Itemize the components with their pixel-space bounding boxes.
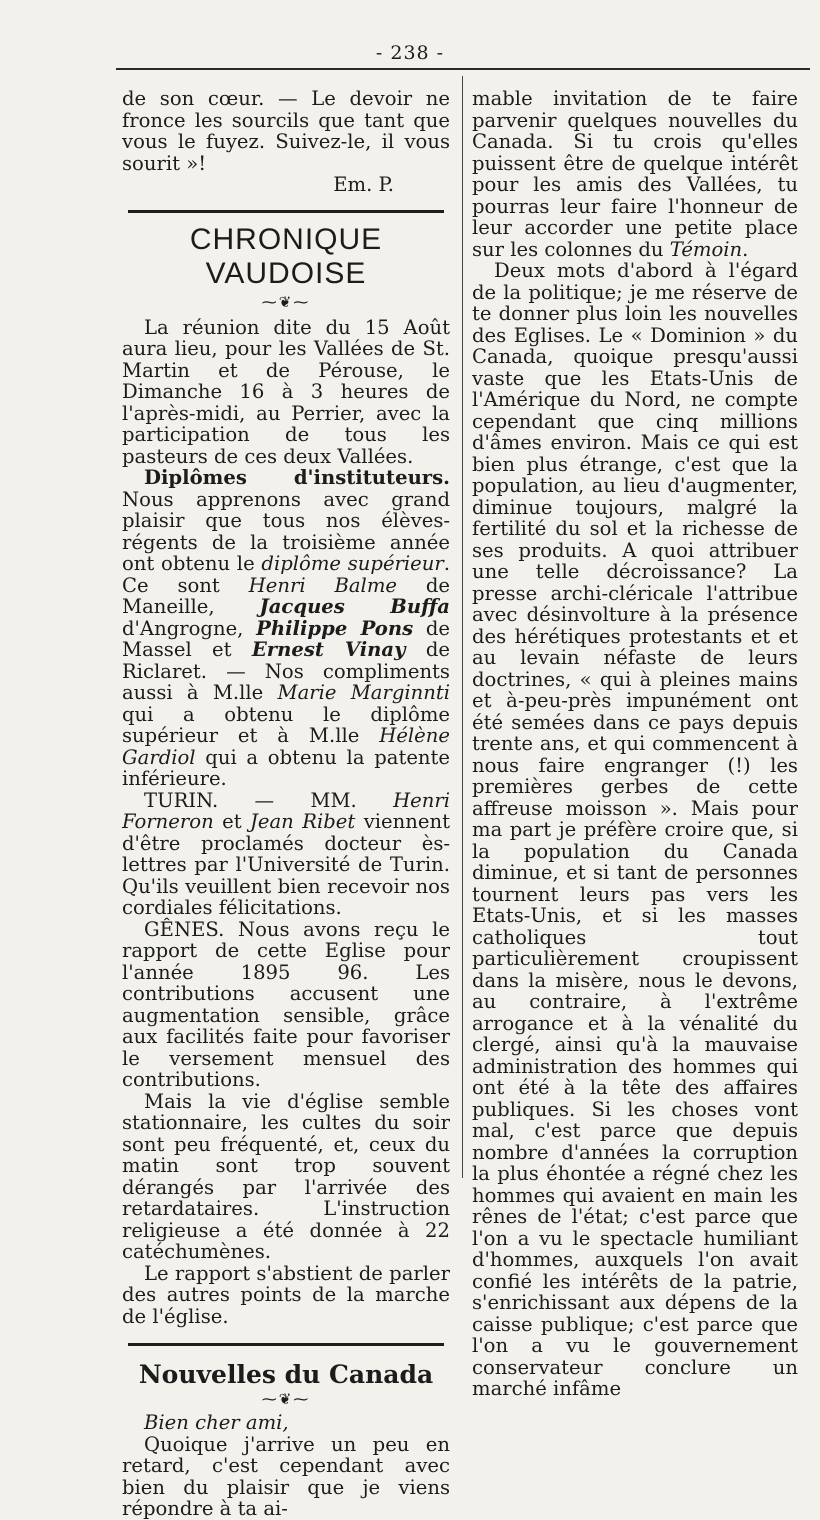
paragraph-diplomes <box>122 467 450 790</box>
page-number: - 238 - <box>375 42 445 64</box>
paragraph-genes: GÊNES. Nous avons reçu le rapport de cette Eglise pour l'année 1895 96. Les contributions accusent une augmentation sensible, grâce aux facilités faite pour favoriser le versement mensuel des contributions. <box>122 917 450 1091</box>
section-title-canada: Nouvelles du Canada <box>138 1360 434 1389</box>
paragraph-politique: Deux mots d'abord à l'égard de la politique; je me réserve de te donner plus loin les nouvelles des Eglises. Le « Dominion » du Canada, quoique presqu'aussi vaste que les Etats-Unis de l'Amérique du Nord, ne compte cependant que cinq millions d'âmes environ. Mais ce qui est bien plus étrange, c'est que la population, au lieu d'augmenter, diminue toujours, malgré la fertilité du sol et la richesse de ses produits. A quoi attribuer une telle décroissance? La presse archi-cléricale l'attribue avec désinvolture à la présence des hérétiques protestants et et au levain néfaste de leurs doctrines, « qui à pleines mains et à-peu-près impunément ont été semées dans ce pays depuis trente ans, et qui commencent à nous faire engranger (!) les premières gerbes de cette affreuse moisson ». Mais pour ma part je préfère croire que, si la population du Canada diminue, et si tant de personnes tournent leurs pas vers les Etats-Unis, et si les masses catholiques tout particulièrement croupissent dans la misère, nous le devons, au contraire, à l'extrême arrogance et à la vénalité du clergé, ainsi qu'à la mauvaise administration des hommes qui ont été à la tête des affaires publiques. Si les choses vont mal, c'est parce que depuis nombre d'années la corruption la plus éhontée a régné chez les hommes qui avaient en main les rênes de l'état; c'est parce que l'on a vu le spectacle humiliant d'hommes, auxquels l'on avait confié les intérêts de la patrie, s'enrichissant aux dépens de la caisse publique; c'est parce que l'on a vu le gouvernement conservateur conclure un marché infâme <box>472 259 798 1400</box>
paragraph-turin <box>122 790 450 919</box>
person-name: Philippe Pons <box>256 616 414 640</box>
ornament: ⁓❦⁓ <box>261 292 311 311</box>
text-run: de Riclaret. — Nos compliments aussi à M.lle <box>122 638 450 704</box>
paragraph-lead: Diplômes d'instituteurs. <box>144 466 450 489</box>
ornament: ⁓❦⁓ <box>261 1390 311 1408</box>
person-name: Henri Balme <box>248 573 397 597</box>
section-rule <box>128 1343 444 1346</box>
person-name: Ernest Vinay <box>251 638 406 661</box>
person-name: Jean Ribet <box>250 810 356 833</box>
text-run: viennent d'être proclamés docteur ès-lettres par l'Université de Turin. Qu'ils veuillent bien recevoir nos cordiales félicitations. <box>122 810 450 919</box>
text-run: de Massel et <box>122 616 450 661</box>
intro-text: de son cœur. — Le devoir ne fronce les sourcils que tant que vous le fuyez. Suivez-le, il vous sourit »! <box>122 87 450 175</box>
journal-name: Témoin <box>669 237 743 261</box>
signature: Em. P. <box>333 173 394 196</box>
section-title: CHRONIQUE VAUDOISE <box>189 222 383 290</box>
paragraph-vie-eglise: Mais la vie d'église semble stationnaire, les cultes du soir sont peu fréquenté, et, ceux du matin sont trop souvent dérangés par l'arrivée des retardataires. L'instruction religieuse a été donnée à 22 catéchumènes. <box>122 1089 450 1263</box>
left-column <box>122 88 450 1520</box>
person-name: Jacques Buffa <box>259 595 450 618</box>
text-run: qui a obtenu le diplôme supérieur et à M.lle <box>122 702 450 747</box>
paragraph-reunion: La réunion dite du 15 Août aura lieu, pour les Vallées de St. Martin et de Pérouse, le Dimanche 16 à 3 heures de l'après-midi, au Perrier, avec la participation de tous les pasteurs de ces deux Vallées. <box>122 315 450 468</box>
text-run: . <box>742 237 749 261</box>
paragraph-invitation <box>472 88 798 260</box>
text-run: mable invitation de te faire parvenir quelques nouvelles du Canada. Si tu crois qu'elles puissent être de quelque intérêt pour les amis des Vallées, tu pourras leur faire l'honneur de leur accorder une petite place sur les colonnes du <box>472 87 798 261</box>
text-run: . Ce sont <box>122 552 450 597</box>
paragraph-rapport: Le rapport s'abstient de parler des autres points de la marche de l'église. <box>122 1261 450 1328</box>
person-name: Henri Forneron <box>122 788 450 833</box>
text-run: qui a obtenu la patente inférieure. <box>122 745 450 790</box>
header-rule <box>116 68 810 70</box>
section-rule <box>128 210 444 213</box>
text-run: TURIN. — MM. <box>144 788 394 812</box>
paragraph-lettre-debut: Quoique j'arrive un peu en retard, c'est cependant avec bien du plaisir que je viens répondre à ta ai- <box>122 1432 450 1520</box>
text-run: de Maneille, <box>122 573 451 618</box>
column-divider <box>462 76 463 1178</box>
text-run: d'Angrogne, <box>122 616 257 640</box>
salutation: Bien cher ami, <box>144 1411 289 1434</box>
person-name: Hélène Gardiol <box>122 724 450 769</box>
right-column <box>472 88 798 1400</box>
text-run: Nous apprenons avec grand plaisir que tous nos élèves-régents de la troisième année ont obtenu le <box>122 487 450 575</box>
italic-run: diplôme supérieur <box>261 552 444 575</box>
person-name: Marie Marginnti <box>277 681 451 704</box>
text-run: et <box>213 810 251 833</box>
